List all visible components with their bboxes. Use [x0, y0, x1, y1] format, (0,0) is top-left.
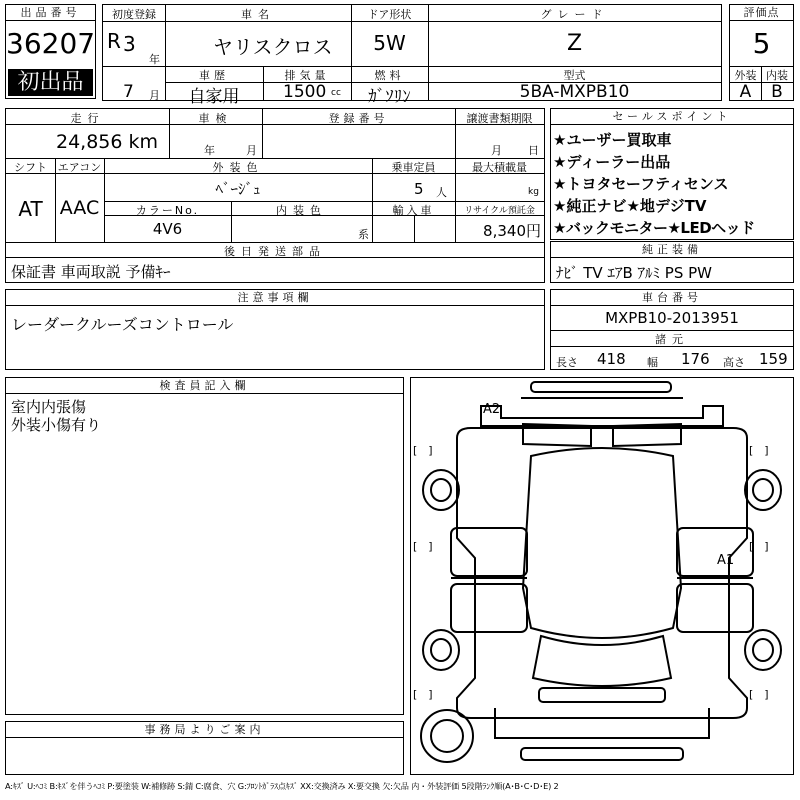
inspection-header: 車検 [198, 112, 233, 125]
first-listing-badge: 初出品 [8, 69, 93, 96]
colorno-header: カラーNo. [135, 204, 200, 217]
chassis-number: MXPB10-2013951 [605, 309, 739, 327]
len-label: 長さ [556, 356, 578, 369]
door-type: 5W [373, 31, 406, 55]
shift-header: シフト [14, 161, 47, 174]
notes-box [5, 289, 545, 370]
score: 5 [752, 27, 771, 60]
office-box [5, 721, 404, 775]
fuel: ｶﾞｿﾘﾝ [368, 87, 411, 107]
ext-grade: A [739, 82, 752, 102]
top-info-box [102, 4, 722, 107]
sales-header: セールスポイント [551, 109, 793, 125]
reg-year: 3 [123, 32, 136, 56]
insp-month-unit: 月 [246, 144, 257, 157]
insp-year-unit: 年 [204, 144, 215, 157]
fuel-header: 燃料 [374, 69, 405, 82]
grade: Z [566, 31, 583, 56]
reg-month-unit: 月 [149, 89, 160, 102]
hgt-value: 159 [759, 350, 788, 368]
ext-color: ﾍﾞｰｼﾞｭ [215, 180, 261, 198]
reg-header: 初度登録 [112, 8, 156, 21]
mileage: 24,856 km [56, 131, 159, 153]
damage-diagram [410, 377, 794, 775]
reg-era: R [107, 29, 121, 53]
legend: A:ｷｽﾞ U:ﾍｺﾐ B:ｷｽﾞを伴うﾍｺﾐ P:要塗装 W:補修跡 S:錆 C:腐食、穴 G:ﾌﾛﾝﾄｶﾞﾗｽ点ｷｽﾞ XX:交換済み X:要交換 欠:欠品 内・外装評価 5段階ﾗﾝｸ順(A･B･C･D･E) 2 [5, 781, 559, 791]
wid-label: 幅 [647, 356, 658, 369]
inspector-header: 検査員記入欄 [6, 378, 403, 394]
name-header: 車名 [241, 8, 275, 21]
displacement: 1500 [283, 82, 327, 102]
wid-value: 176 [681, 350, 710, 368]
mileage-header: 走行 [70, 112, 105, 125]
equipment-header: 純正装備 [551, 242, 793, 258]
bracket-right-lower: [ ] [749, 688, 769, 701]
sales-point-5: ★バックモニター★LEDヘッド [553, 219, 755, 237]
sales-point-2: ★ディーラー出品 [553, 153, 671, 171]
transfer-day-unit: 日 [528, 144, 539, 157]
later-parts-header: 後日発送部品 [224, 245, 326, 258]
sales-point-3: ★トヨタセーフティセンス [553, 175, 729, 193]
import-header: 輸入車 [392, 204, 435, 217]
recycle-header: リサイクル預託金 [464, 206, 535, 216]
lot-number: 36207 [6, 27, 96, 60]
shift: AT [18, 197, 43, 221]
intcolor-header: 内装色 [276, 204, 327, 217]
door-header: ドア形状 [367, 8, 412, 21]
car-outline-diagram [411, 378, 793, 774]
len-value: 418 [597, 350, 626, 368]
chassis-box [550, 289, 794, 370]
disp-header: 排気量 [284, 69, 330, 82]
bracket-right-mid: [ ] [749, 540, 769, 553]
ac: AAC [59, 197, 100, 219]
transfer-header: 譲渡書類期限 [466, 112, 533, 125]
ext-header: 外装 [734, 69, 757, 82]
plate-header: 登録番号 [328, 112, 389, 125]
notes-text: レーダークルーズコントロール [11, 315, 234, 334]
load-unit: kg [528, 187, 539, 197]
notes-header: 注意事項欄 [6, 290, 544, 306]
sales-points-box [550, 108, 794, 240]
score-box [729, 4, 794, 101]
lot-header: 出品番号 [6, 5, 95, 21]
sales-point-1: ★ユーザー買取車 [553, 131, 672, 149]
transfer-month-unit: 月 [491, 144, 502, 157]
color-header: 外装色 [212, 161, 264, 174]
equipment-box [550, 241, 794, 283]
seats-header: 乗車定員 [391, 161, 436, 174]
damage-mark-a2: A2 [483, 402, 501, 417]
equipment-items: ﾅﾋﾞ TV ｴｱB ｱﾙﾐ PS PW [556, 264, 712, 282]
office-header: 事務局よりご案内 [6, 722, 403, 738]
inspector-line-1: 室内内張傷 [11, 398, 87, 416]
lot-box [5, 4, 96, 99]
ac-header: エアコン [57, 161, 102, 174]
vehicle-info-box [5, 108, 545, 283]
recycle-fee: 8,340円 [483, 222, 541, 240]
dims-header: 諸元 [655, 333, 689, 346]
int-header: 内装 [766, 69, 788, 82]
car-name: ヤリスクロス [213, 35, 333, 59]
inspector-line-2: 外装小傷有り [11, 416, 102, 434]
reg-month: 7 [123, 82, 134, 102]
load-header: 最大積載量 [472, 161, 527, 174]
hgt-label: 高さ [723, 356, 745, 369]
reg-year-unit: 年 [149, 53, 160, 66]
sales-point-4: ★純正ナビ★地デジTV [553, 197, 707, 215]
disp-unit: cc [331, 88, 341, 98]
later-parts: 保証書 車両取説 予備ｷｰ [11, 263, 171, 281]
damage-mark-a1: A1 [717, 553, 735, 568]
bracket-left-upper: [ ] [413, 444, 433, 457]
intcolor-unit: 系 [358, 228, 369, 241]
bracket-left-lower: [ ] [413, 688, 433, 701]
chassis-header: 車台番号 [551, 290, 793, 306]
grade-header: グレード [540, 8, 609, 21]
bracket-left-mid: [ ] [413, 540, 433, 553]
model-code: 5BA-MXPB10 [519, 82, 630, 102]
inspector-box [5, 377, 404, 715]
history: 自家用 [188, 87, 240, 107]
seats: 5 [414, 180, 424, 198]
color-no: 4V6 [152, 220, 183, 238]
score-header: 評価点 [730, 5, 793, 21]
model-header: 型式 [563, 69, 586, 82]
int-grade: B [771, 82, 783, 102]
history-header: 車歴 [199, 69, 229, 82]
bracket-right-upper: [ ] [749, 444, 769, 457]
seats-unit: 人 [436, 186, 447, 199]
